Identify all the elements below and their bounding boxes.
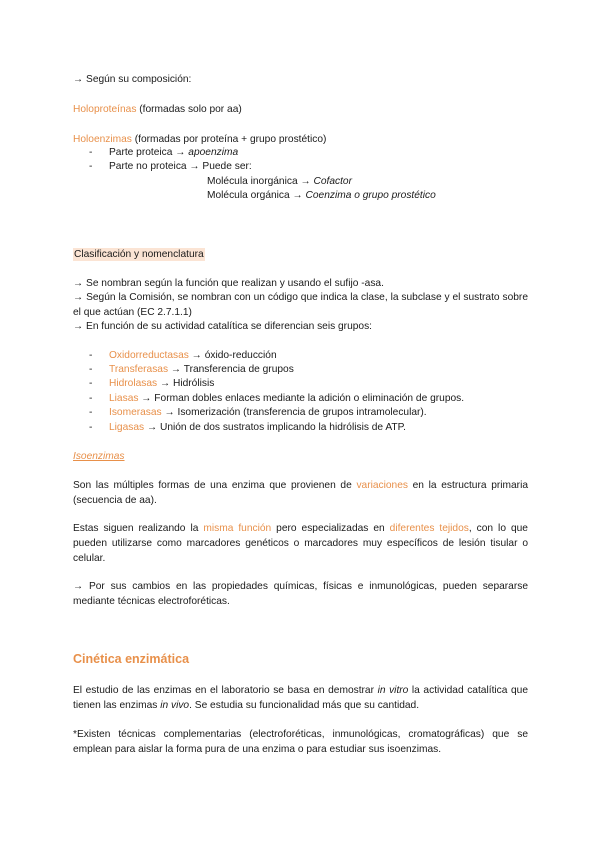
text-run: El estudio de las enzimas en el laboratorio se basa en demostrar [73, 685, 378, 696]
group-item [109, 376, 214, 391]
holoenzimas-term: Holoenzimas [73, 134, 132, 145]
clasificacion-line-3: → En función de su actividad catalítica se diferencian seis grupos: [73, 321, 372, 332]
group-term: Hidrolasas [109, 378, 158, 389]
holoproteinas-desc: (formadas solo por aa) [136, 104, 242, 115]
text-run: pero especializadas en [271, 523, 390, 534]
apoenzima-term: apoenzima [188, 147, 239, 158]
text-run: en la estructura primaria (secuencia de aa). [73, 480, 529, 506]
group-desc: → Forman dobles enlaces mediante la adición o eliminación de grupos. [138, 393, 465, 404]
group-term: Liasas [109, 393, 139, 404]
group-desc: → Unión de dos sustratos implicando la hidrólisis de ATP. [144, 422, 406, 433]
list-dash: - [89, 147, 93, 158]
parte-proteica-label: Parte proteica → [109, 147, 189, 158]
group-term: Ligasas [109, 422, 145, 433]
group-desc: → Hidrólisis [157, 378, 215, 389]
list-dash: - [89, 422, 93, 433]
cinetica-paragraph-1 [73, 683, 528, 713]
isoenzimas-paragraph-2 [73, 521, 528, 566]
group-item [109, 348, 277, 363]
inorganica-label: Molécula inorgánica → [207, 176, 314, 187]
parte-proteica-item [109, 145, 238, 160]
clasificacion-heading-line [73, 247, 528, 262]
group-item [109, 420, 406, 435]
cinetica-heading: Cinética enzimática [73, 652, 190, 666]
molecula-inorganica-item [207, 174, 352, 189]
isoenzimas-paragraph-3: → Por sus cambios en las propiedades químicas, físicas e inmunológicas, pueden separarse mediante técnicas electroforéticas. [73, 581, 528, 607]
misma-funcion-term: misma función [203, 523, 272, 534]
composicion-heading: → Según su composición: [73, 74, 192, 85]
group-desc: → óxido-reducción [188, 350, 277, 361]
holoenzimas-desc: (formadas por proteína + grupo prostético) [131, 134, 327, 145]
list-dash: - [89, 350, 93, 361]
holoproteinas-term: Holoproteínas [73, 104, 137, 115]
diferentes-tejidos-term: diferentes tejidos [389, 523, 469, 534]
parte-no-proteica-item: Parte no proteica → Puede ser: [109, 161, 252, 172]
text-run: Estas siguen realizando la [73, 523, 204, 534]
list-dash: - [89, 378, 93, 389]
variaciones-term: variaciones [356, 480, 408, 491]
organica-label: Molécula orgánica → [207, 190, 306, 201]
list-dash: - [89, 393, 93, 404]
clasificacion-line-1: → Se nombran según la función que realizan y usando el sufijo -asa. [73, 278, 384, 289]
cofactor-term: Cofactor [313, 176, 352, 187]
list-dash: - [89, 161, 93, 172]
group-term: Isomerasas [109, 407, 162, 418]
list-dash: - [89, 364, 93, 375]
text-run: Son las múltiples formas de una enzima que provienen de [73, 480, 357, 491]
isoenzimas-heading-line [73, 449, 528, 464]
group-term: Transferasas [109, 364, 169, 375]
group-term: Oxidorreductasas [109, 350, 189, 361]
molecula-organica-item [207, 188, 436, 203]
isoenzimas-paragraph-1 [73, 478, 528, 508]
clasificacion-line-2: → Según la Comisión, se nombran con un código que indica la clase, la subclase y el sustrato sobre el que actúan (EC 2.7.1.1) [73, 292, 528, 318]
in-vitro-term: in vitro [377, 685, 409, 696]
cinetica-paragraph-2: *Existen técnicas complementarias (electroforéticas, inmunológicas, cromatográficas) que se emplean para aislar la forma pura de una enzima o para estudiar sus isoenzimas. [73, 729, 528, 755]
text-run: , con lo que pueden utilizarse como marcadores genéticos o marcadores muy específicos de lesión tisular o celular. [73, 523, 528, 564]
isoenzimas-heading: Isoenzimas [73, 451, 125, 462]
text-run: . Se estudia su funcionalidad más que su cantidad. [189, 700, 420, 711]
group-item [109, 391, 464, 406]
list-dash: - [89, 407, 93, 418]
text-run: la actividad catalítica que tienen las enzimas [73, 685, 528, 711]
coenzima-term: Coenzima o grupo prostético [305, 190, 436, 201]
in-vivo-term: in vivo [160, 700, 190, 711]
group-item [109, 362, 294, 377]
group-desc: → Isomerización (transferencia de grupos intramolecular). [161, 407, 427, 418]
holoproteinas-line [73, 102, 528, 117]
group-item [109, 405, 427, 420]
group-desc: → Transferencia de grupos [168, 364, 294, 375]
clasificacion-heading: Clasificación y nomenclatura [74, 249, 204, 260]
